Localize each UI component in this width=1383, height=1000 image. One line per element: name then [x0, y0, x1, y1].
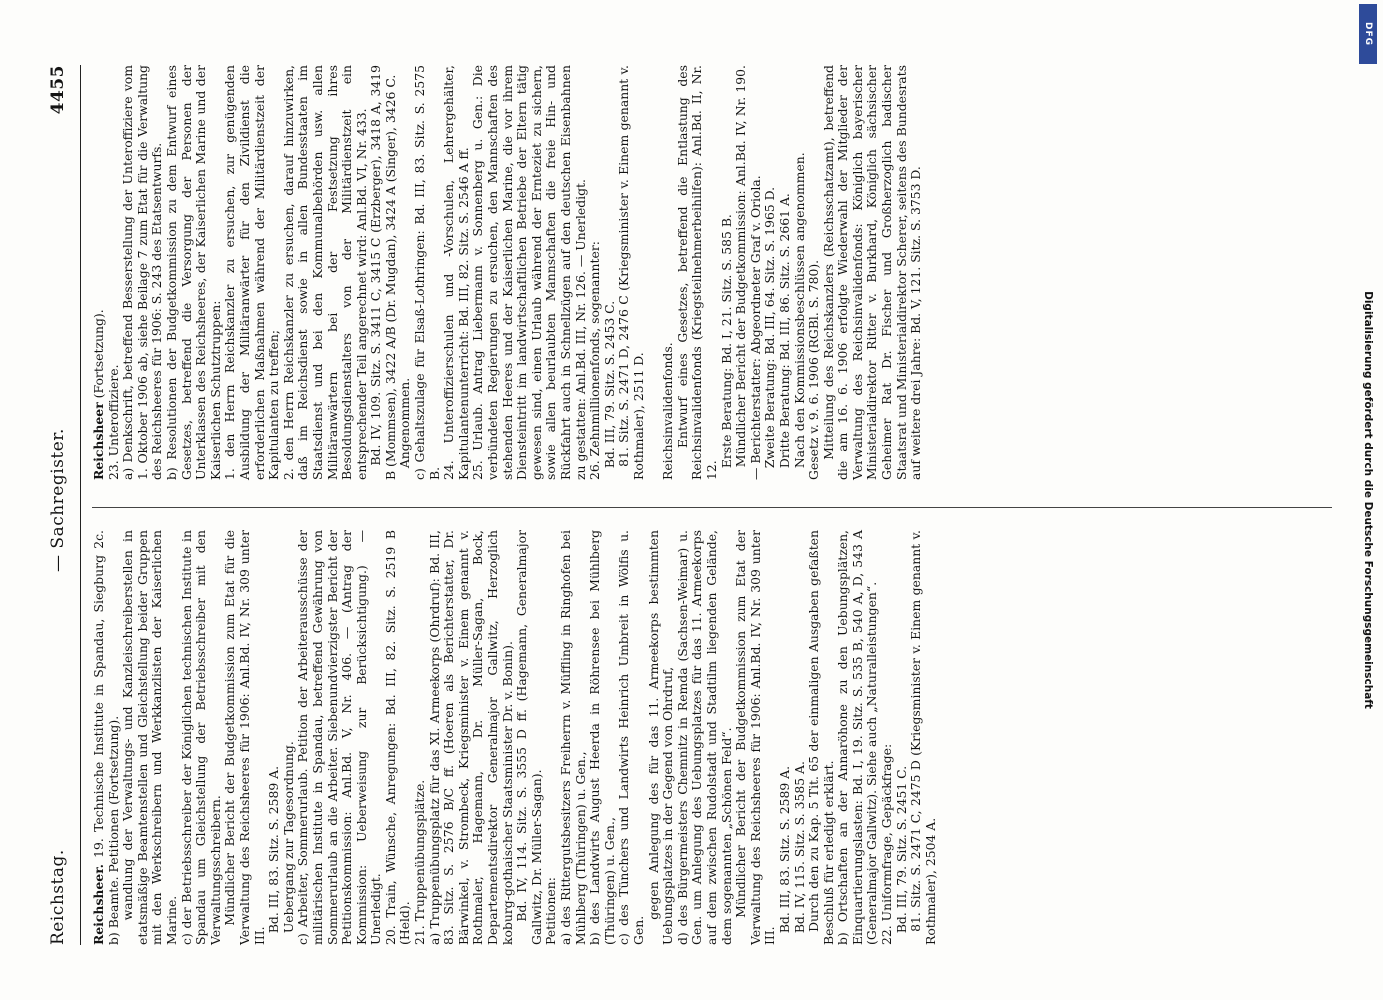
header-rule — [80, 65, 81, 945]
column-divider — [92, 507, 1332, 508]
digitization-note — [1352, 0, 1383, 1000]
right-column — [92, 65, 1332, 480]
digitization-note-text: Digitalisierung gefördert durch die Deutsche Forschungsgemeinschaft — [1361, 291, 1374, 709]
dfg-logo-text: DFG — [1363, 21, 1374, 47]
header-center: — Sachregister. — [48, 428, 68, 572]
right-column-head: Reichsheer — [91, 402, 106, 480]
left-column-text: 19. Technische Institute in Spandau, Siegburg 2c. b) Beamte. Petitionen (Fortsetzung). wandlung der Verwaltungs- und Kanzleischreiberstellen in etatsmäßige Beamtenstellen und Gleichstellung beider Gruppen mit den Werkschreibern und Werkkanzlisten der Kaiserlichen Marine. c) der Betriebsschreiber der Königlichen technischen Institute in Spandau um Gleichstellung der Betriebsschreiber mit den Verwaltungsschreibern. Mündlicher Bericht der Budgetkommission zum Etat für die Verwaltung des Reichsheeres für 1906: Anl.Bd. IV, Nr. 309 unter III. Bd. III, 83. Sitz. S. 2589 A. Uebergang zur Tagesordnung. c) Arbeiter, Sommerurlaub. Petition der Arbeiterausschüsse der militärischen Institute in Spandau, betreffend Gewährung von Sommerurlaub an die Arbeiter. Siebenundvierzigster Bericht der Petitionskommission: Anl.Bd. V, Nr. 406. — (Antrag der Kommission: Ueberweisung zur Berücksichtigung.) — Unerledigt. 20. Train, Wünsche, Anregungen: Bd. III, 82. Sitz. S. 2519 B (Held). 21. Truppenübungsplätze. a) Truppenübungsplatz für das XI. Armeekorps (Ohrdruf): Bd. III, 83. Sitz. S. 2576 B/C ff. (Hoeren als Berichterstatter, Dr. Bärwinkel, v. Strombeck, Kriegsminister v. Einem genannt v. Rothmaler, Hagemann, Dr. Müller-Sagan, Bock, Departementsdirektor Generalmajor Gallwitz, Herzoglich koburg-gothaischer Staatsminister Dr. v. Bonin). Bd. IV, 114. Sitz. S. 3555 D ff. (Hagemann, Generalmajor Gallwitz, Dr. Müller-Sagan). Petitionen: a) des Rittergutsbesitzers Freiherrn v. Müffling in Ringhofen bei Mühlberg (Thüringen) u. Gen., b) des Landwirts August Heerda in Röhrensee bei Mühlberg (Thüringen) u. Gen., c) des Tünchers und Landwirts Heinrich Umbreit in Wölfis u. Gen. gegen Anlegung des für das 11. Armeekorps bestimmten Uebungsplatzes in der Gegend von Ohrdruf, d) des Bürgermeisters Chemnitz in Remda (Sachsen-Weimar) u. Gen. um Anlegung des Uebungsplatzes für das 11. Armeekorps auf dem zwischen Rudolstadt und Stadtilm liegenden Gelände, dem sogenannten „Schönen Feld“. Mündlicher Bericht der Budgetkommission zum Etat der Verwaltung des Reichsheeres für 1906: Anl.Bd. IV, Nr. 309 unter III. Bd. III, 83. Sitz. S. 2589 A. Bd. IV, 115. Sitz. S. 3585 A. Durch den zu Kap. 5 Tit. 65 der einmaligen Ausgaben gefaßten Beschluß für erledigt erklärt. b) Ortschaften an der Annaröhone zu den Uebungsplätzen, Einquartierungslasten: Bd. I, 19. Sitz. S. 535 B, 540 A, D, 543 A (Generalmajor Gallwitz). Siehe auch „Naturalleistungen“. 22. Uniformfrage, Gepäckfrage: Bd. III, 79. Sitz. S. 2451 C. 81. Sitz. S. 2471 C, 2475 D (Kriegsminister v. Einem genannt v. Rothmaler), 2504 A. — [91, 530, 938, 945]
left-column-head: Reichsheer. — [91, 864, 106, 945]
page-number: 4455 — [48, 65, 68, 115]
left-column — [92, 530, 1332, 945]
right-column-text: (Fortsetzung). 23. Unteroffiziere. a) Denkschrift, betreffend Besserstellung der Unteroffiziere vom 1. Oktober 1906 ab, siehe Beilage 7 zum Etat für die Verwaltung des Reichsheeres für 1906: S. 243 des Etatsentwurfs. b) Resolutionen der Budgetkommission zu dem Entwurf eines Gesetzes, betreffend die Versorgung der Personen der Unterklassen des Reichsheeres, der Kaiserlichen Marine und der Kaiserlichen Schutztruppen: 1. den Herrn Reichskanzler zu ersuchen, zur genügenden Ausbildung der Militäranwärter für den Zivildienst die erforderlichen Maßnahmen während der Militärdienstzeit der Kapitulanten zu treffen; 2. den Herrn Reichskanzler zu ersuchen, darauf hinzuwirken, daß im Reichsdienst sowie in allen Bundesstaaten im Staatsdienst und bei den Kommunalbehörden usw. allen Militäranwärtern bei der Festsetzung ihres Besoldungsdienstalters von der Militärdienstzeit ein entsprechender Teil angerechnet wird: Anl.Bd. VI, Nr. 433. Bd. IV, 109. Sitz. S. 3411 C, 3415 C (Erzberger), 3418 A, 3419 B (Mommsen), 3422 A/B (Dr. Mugdan), 3424 A (Singer), 3426 C. Angenommen. c) Gehaltszulage für Elsaß-Lothringen: Bd. III, 83. Sitz. S. 2575 B. 24. Unteroffizierschulen und -Vorschulen, Lehrergehälter, Kapitulantenunterricht: Bd. III, 82. Sitz. S. 2546 A ff. 25. Urlaub. Antrag Liebermann v. Sonnenberg u. Gen.: Die verbündeten Regierungen zu ersuchen, den Mannschaften des stehenden Heeres und der Kaiserlichen Marine, die vor ihrem Diensteintritt im landwirtschaftlichen Betriebe der Eltern tätig gewesen sind, einen Urlaub während der Ernteziet zu sichern, sowie allen beurlaubten Mannschaften die freie Hin- und Rückfahrt auch in Schnellzügen auf den deutschen Eisenbahnen zu gestatten: Anl.Bd. III, Nr. 126. — Unerledigt. 26. Zehnmillionenfonds, sogenannter: Bd. III, 79. Sitz. S. 2453 C. 81. Sitz. S. 2471 D, 2476 C (Kriegsminister v. Einem genannt v. Rothmaler), 2511 D. Reichsinvalidenfonds. Entwurf eines Gesetzes, betreffend die Entlastung des Reichsinvalidenfonds (Kriegsteilnehmerbeihilfen): Anl.Bd. II, Nr. 12. Erste Beratung: Bd. I, 21. Sitz. S. 585 B. Mündlicher Bericht der Budgetkommission: Anl.Bd. IV, Nr. 190. — Berichterstatter: Abgeordneter Graf v. Oriola. Zweite Beratung: Bd. III, 64. Sitz. S. 1965 D. Dritte Beratung: Bd. III, 86. Sitz. S. 2661 A. Nach den Kommissionsbeschlüssen angenommen. Gesetz v. 9. 6. 1906 (RGBl. S. 780). Mitteilung des Reichskanzlers (Reichsschatzamt), betreffend die am 16. 6. 1906 erfolgte Wiederwahl der Mitglieder der Verwaltung des Reichsinvalidenfonds: Königlich bayerischer Ministerialdirektor Ritter v. Burkhard, Königlich sächsischer Geheimer Rat Dr. Fischer und Großherzoglich badischer Staatsrat und Ministerialdirektor Scherer, seitens des Bundesrats auf weitere drei Jahre: Bd. V, 121. Sitz. S. 3753 D. — [91, 65, 924, 480]
header-left: Reichstag. — [48, 849, 68, 945]
